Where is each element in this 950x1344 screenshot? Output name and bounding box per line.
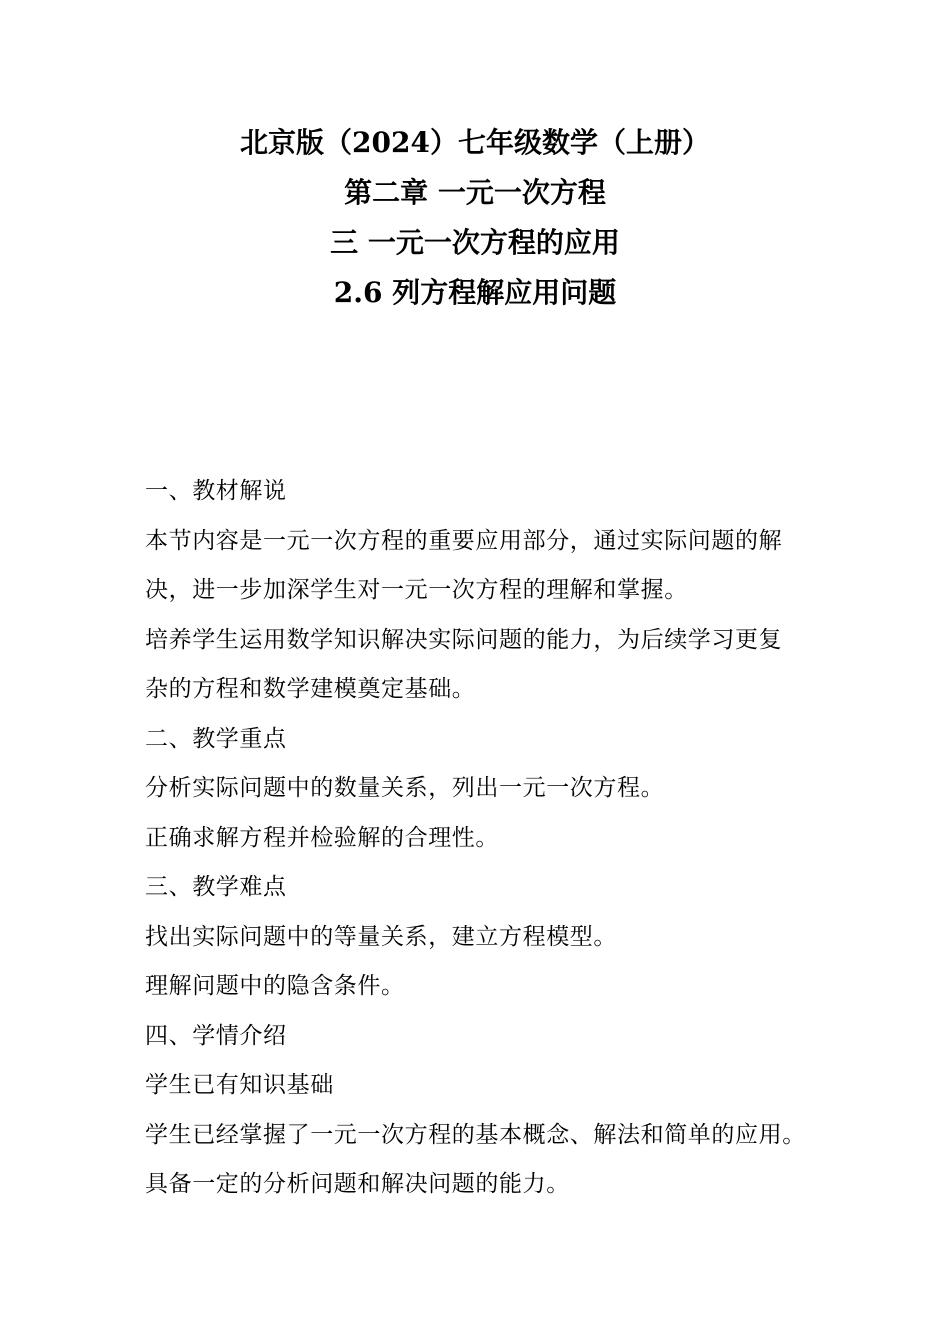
paragraph-line: 学生已经掌握了一元一次方程的基本概念、解法和简单的应用。 [145,1121,806,1148]
unit-title: 三 一元一次方程的应用 [330,226,620,259]
paragraph-line: 找出实际问题中的等量关系，建立方程模型。 [145,923,617,950]
paragraph-line: 决，进一步加深学生对一元一次方程的理解和掌握。 [145,577,688,603]
paragraph-line: 正确求解方程并检验解的合理性。 [145,824,499,851]
title-block [0,118,950,318]
paragraph-line: 理解问题中的隐含条件。 [145,973,405,999]
book-title: 北京版（2024）七年级数学（上册） [240,126,710,159]
chapter-title: 第二章 一元一次方程 [344,176,606,209]
lesson-title: 2.6 列方程解应用问题 [333,276,617,309]
section-heading: 二、教学重点 [145,725,287,752]
section-heading: 一、教材解说 [145,478,287,504]
document-body [145,467,825,1210]
paragraph-line: 学生已有知识基础 [145,1072,334,1098]
paragraph-line: 培养学生运用数学知识解决实际问题的能力，为后续学习更复 [145,626,783,653]
section-heading: 四、学情介绍 [145,1022,287,1049]
paragraph-line: 分析实际问题中的数量关系，列出一元一次方程。 [145,775,665,801]
section-heading: 三、教学难点 [145,874,287,900]
paragraph-line: 具备一定的分析问题和解决问题的能力。 [145,1171,570,1197]
paragraph-line: 本节内容是一元一次方程的重要应用部分，通过实际问题的解 [145,527,783,554]
paragraph-line: 杂的方程和数学建模奠定基础。 [145,676,476,702]
